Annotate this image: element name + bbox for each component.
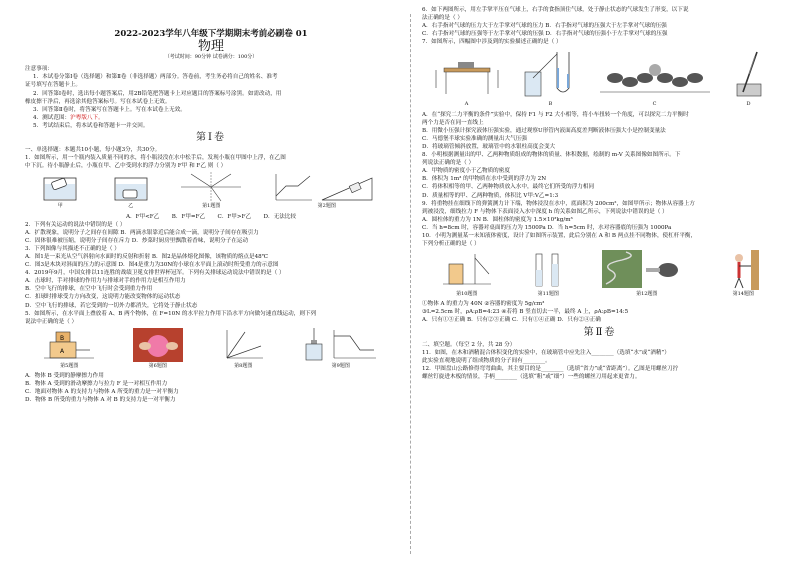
figure-charts: 第2题图: [272, 172, 382, 210]
q9-options-ab: A．圆柱体的重力为 1N B．圆柱体的密度为 1.5×10³kg/m³: [422, 216, 573, 223]
fill-instructions: 二、填空题。（每空 2 分，共 28 分）: [422, 341, 516, 348]
figure-10: 第10题图: [439, 250, 495, 298]
figure-7c: C: [600, 48, 710, 108]
q10-line: 10．小明为测量某一未知液体密度，设计了如图所示装置，此后分别在 A 和 B 两点挂不同物体，使杠杆平衡，: [422, 232, 697, 239]
q1-option-b: B．F甲=F乙: [171, 213, 206, 220]
q4-line: D．空中飞行的排球，若它受到的一切外力都消失，它将处于静止状态: [25, 302, 198, 309]
q6-line: C．右手指对气球的压强等于左手掌对气球的压强 D．右手指对气球的压强小于左手掌对气球的压强: [422, 31, 668, 38]
q8-option-c: C．将体积相等的甲、乙两种物质放入水中，最终它们所受的浮力相同: [422, 184, 595, 191]
figure-6: 第6题图: [133, 328, 183, 370]
q5-line: 说法中正确的是（ ）: [25, 318, 78, 325]
q4-line: C．扣球时排球受力方向改变，这说明力能改变物体的运动状态: [25, 294, 181, 301]
beaker-float-figure: [40, 172, 80, 202]
lever-block-figure: [439, 250, 495, 290]
magdeburg-hemispheres-figure: [600, 48, 710, 100]
mixing-tubes-figure: [528, 250, 568, 290]
part1-title: 第Ⅰ卷: [196, 132, 226, 144]
figure-7b: B: [521, 48, 581, 108]
q2-line: C．固体很难被压缩，说明分子间存在斥力 D．炒菜时厨房里飘散着香味，说明分子在运动: [25, 237, 249, 244]
q5-option-b: B．物体 A 受到的滑动摩擦力与拉力 F 是一对相互作用力: [25, 381, 168, 387]
q6-line: 法正确的是（ ）: [422, 15, 463, 22]
q5-line: 5．如图所示，在水平面上叠放着 A、B 两个物体，在 F=10N 的水平拉力作用下沿水平方向做匀速直线运动，则下列: [25, 310, 317, 317]
refraction-figure: [181, 172, 241, 202]
q1-line: 中下沉。待小瓶静止后，小瓶在甲、乙中受到水的浮力分别为 F甲 和 F乙 则（ ）: [25, 163, 227, 170]
q9-line: 9．将重物挂在细线下的弹簧测力计下端，物体浸没在水中，底面积为 200cm²，如图甲所示；物体从容器上方: [422, 200, 695, 207]
q10-figures: [422, 250, 778, 298]
mass-volume-graph: [221, 328, 265, 362]
note-line: 证号填写在答题卡上。: [25, 82, 81, 89]
q8-option-b: B．体积为 1m³ 的甲物质在水中受到的浮力为 2N: [422, 176, 547, 183]
q10-option-line: ①物体 A 的重力为 40N ②容器的密度为 5g/cm³: [422, 301, 545, 308]
q8-line: 列说法正确的是（ ）: [422, 160, 475, 167]
balloon-photo: [133, 328, 183, 362]
figure-9: 第9题图: [304, 328, 378, 370]
svg-text:B: B: [60, 334, 65, 342]
beaker-sink-figure: [111, 172, 151, 202]
figure-5: B A 第5题图: [44, 328, 94, 370]
person-wall-figure: [725, 250, 761, 290]
q1-line: 1．如图所示，用一个瓶内装入质量不同的水，将小瓶浸没在水中松手后，发现小瓶在甲图中上浮，在乙图: [25, 155, 286, 162]
q7-figures: [422, 48, 778, 108]
left-column: [25, 22, 397, 404]
q7-option-a: A．在“探究二力平衡的条件”实验中，保持 F1 与 F2 大小相等，将小车扭转一个角度，可以探究二力平衡时: [422, 111, 689, 118]
q4-line: A．击球时，手对排球的作用力与排球对手的作用力是相互作用力: [25, 278, 186, 285]
q7-option-d: D．将玻璃管倾斜放置，玻璃管中的水银柱高度会变大: [422, 143, 556, 150]
part2-title: 第Ⅱ卷: [583, 326, 617, 338]
figure-11: 第11题图: [528, 250, 568, 298]
q8-line: 8．小明根据测量出的甲、乙两种物质组成的物体的质量、体积数据，绘制的 m-V 关系图像如图所示。下: [422, 152, 681, 159]
q7-option-b: B．用微小压强计探究液体压强实验，通过观察U形管内液面高度差判断液体压强大小是控制变量法: [422, 127, 666, 134]
q1-options: [25, 213, 397, 221]
q2-line: 2．下列有关运动的说法中错误的是（ ）: [25, 221, 126, 228]
q5-option-d: D．物体 B 所受的重力与物体 A 对 B 的支持力是一对平衡力: [25, 397, 176, 404]
figure-7d: D: [729, 48, 769, 108]
figure-12: 第12题图: [602, 250, 692, 298]
q4-line: B．空中飞行的排球，在空中飞行时会受到重力作用: [25, 286, 153, 293]
q4-line: 4．2019年9月，中国女排以11连胜的战绩卫冕女排世界杯冠军。下列有关排球运动说法中错误的是（ ）: [25, 270, 285, 277]
q1-option-c: C．F甲>F乙: [217, 213, 252, 220]
q1-figures: [25, 172, 397, 210]
figure-8: 第8题图: [221, 328, 265, 370]
right-column: [422, 6, 778, 381]
q9-line: 到被浸没，细线拉力 F 与物体下表面浸入水中深度 h 的关系如图乙所示，下列说法中错误的是（ ）: [422, 208, 668, 215]
figure-7a: A: [432, 48, 502, 108]
figure-yi: 乙: [111, 172, 151, 210]
exam-meta: （考试时间：90分钟 试卷满分：100分）: [164, 54, 258, 61]
q9-options-cd: C．当 h=8cm 时，容器对桌面的压力为 1500Pa D．当 h=5cm 时，水对容器底的压强为 1000Pa: [422, 224, 672, 231]
q7-option-c: C．马德堡半球实验准确的测量出大气压强: [422, 135, 527, 142]
mountain-road-screwdriver-figure: [602, 250, 692, 290]
q6-line: 6．如下两图所示，用左手掌平压在气球上，右手的食指顶住气球，处于静止状态的气球发生了形变，以下说: [422, 7, 689, 13]
q5-figures: [25, 328, 397, 370]
q7-option-a-cont: 两个力是否在同一直线上: [422, 119, 484, 126]
q11-line: 11．如图，在木和酒精混合体积变化的实验中，在玻璃管中应先注入________（选填“水”或“酒精”）: [422, 349, 670, 356]
q12-line: 12．甲图盘山公路修得弯弯曲曲，其主要目的是________（选填“省力”或“省距离”）。乙图是用螺丝刀拧: [422, 365, 679, 372]
q3-line: C．图3是木块对斜面的压力的示意图 D．图4是重力为30N的小球在水平面上滚动时所受重力的示意图: [25, 262, 279, 269]
q1-option-d: D．无法比较: [263, 213, 296, 220]
figure-light: 第1题图: [181, 172, 241, 210]
note-line: 3．回答第Ⅱ卷时，将答案写在答题卡上。写在本试卷上无效。: [33, 106, 186, 113]
q8-option-a: A．甲物质的密度小于乙物质的密度: [422, 168, 510, 175]
q11-line: 此实验直观地说明了组成物质的分子间有________。: [422, 357, 551, 364]
note-line: 5．考试结束后，将本试卷和答题卡一并交回。: [33, 122, 149, 129]
heating-graph-figure: [272, 172, 382, 202]
notes-heading: 注意事项：: [25, 66, 53, 73]
torricelli-tube-figure: [729, 48, 769, 100]
two-force-balance-figure: [432, 48, 502, 100]
u-tube-manometer-figure: [521, 48, 581, 100]
figure-jia: 甲: [40, 172, 80, 210]
q3-line: A．图1是一束光从空气斜射向水面时的反射和折射 B．图2是晶体熔化图像，该物质的熔点是48℃: [25, 253, 268, 260]
test-scope: 沪粤版八下。: [70, 114, 104, 121]
page-divider: [410, 14, 411, 554]
subject-title: 物理: [197, 39, 224, 55]
note-line: 4．测试范围：沪粤版八下。: [33, 114, 104, 121]
stacked-blocks-figure: [44, 328, 94, 362]
q8-option-d: D．质量相等的甲、乙两种物质，体积比 V甲:V乙=1:3: [422, 192, 559, 199]
q2-line: A．扩散现象，说明分子之间存在间隙 B．两滴水银靠近后能合成一滴，说明分子间存在吸引力: [25, 229, 259, 236]
note-line: 2．回答第Ⅰ卷时，选出每小题答案后，用2B铅笔把答题卡上对应题目的答案标号涂黑。如需改动，用: [33, 90, 282, 97]
q3-line: 3．下列图像与其描述不正确的是（ ）: [25, 245, 120, 252]
exam-title: 2022-2023学年八年级下学期期末考前必刷卷 01: [114, 29, 308, 39]
q7-line: 7．如图所示，四幅图中涉及到的实验描述正确的是（ ）: [422, 39, 562, 46]
note-line: 橡皮擦干净后，再选涂其他答案标号。写在本试卷上无效。: [25, 98, 171, 105]
q6-line: A．右手指对气球的压力大于左手掌对气球的压力 B．右手指对气球的压强大于左手掌对气球的压强: [422, 23, 667, 30]
svg-text:A: A: [60, 347, 65, 355]
figure-14: 第14题图: [725, 250, 761, 298]
q5-option-a: A．物体 B 受到的静摩擦力作用: [25, 372, 104, 379]
q12-line: 螺丝钉旋进木板的情景，手柄________（选填“粗”或“细”）一些的螺丝刀用起来更省力。: [422, 374, 641, 380]
q10-line: 下列分析正确的是（ ）: [422, 241, 480, 248]
spring-scale-figure: [304, 328, 378, 362]
note-line: 1．本试卷分第Ⅰ卷（选择题）和第Ⅱ卷（非选择题）两部分。答卷前，考生务必将自己的姓名、准考: [33, 74, 278, 81]
q10-option-line: ③L=2.5cm 时，ρA:ρB=4:23 ④若将 B 竖直切去一半，最终 A 上，ρA:ρB=14:5: [422, 309, 629, 316]
q5-option-c: C．地面对物体 A 的支持力与物体 A 所受的重力是一对平衡力: [25, 389, 179, 396]
q1-option-a: A．F甲<F乙: [126, 213, 160, 220]
part1-instructions: 一、单选择题：本题共10小题，每小题3分，共30分。: [25, 147, 161, 154]
q10-choices: A．只有①③正确 B．只有②③正确 C．只有①④正确 D．只有②④正确: [422, 317, 601, 324]
